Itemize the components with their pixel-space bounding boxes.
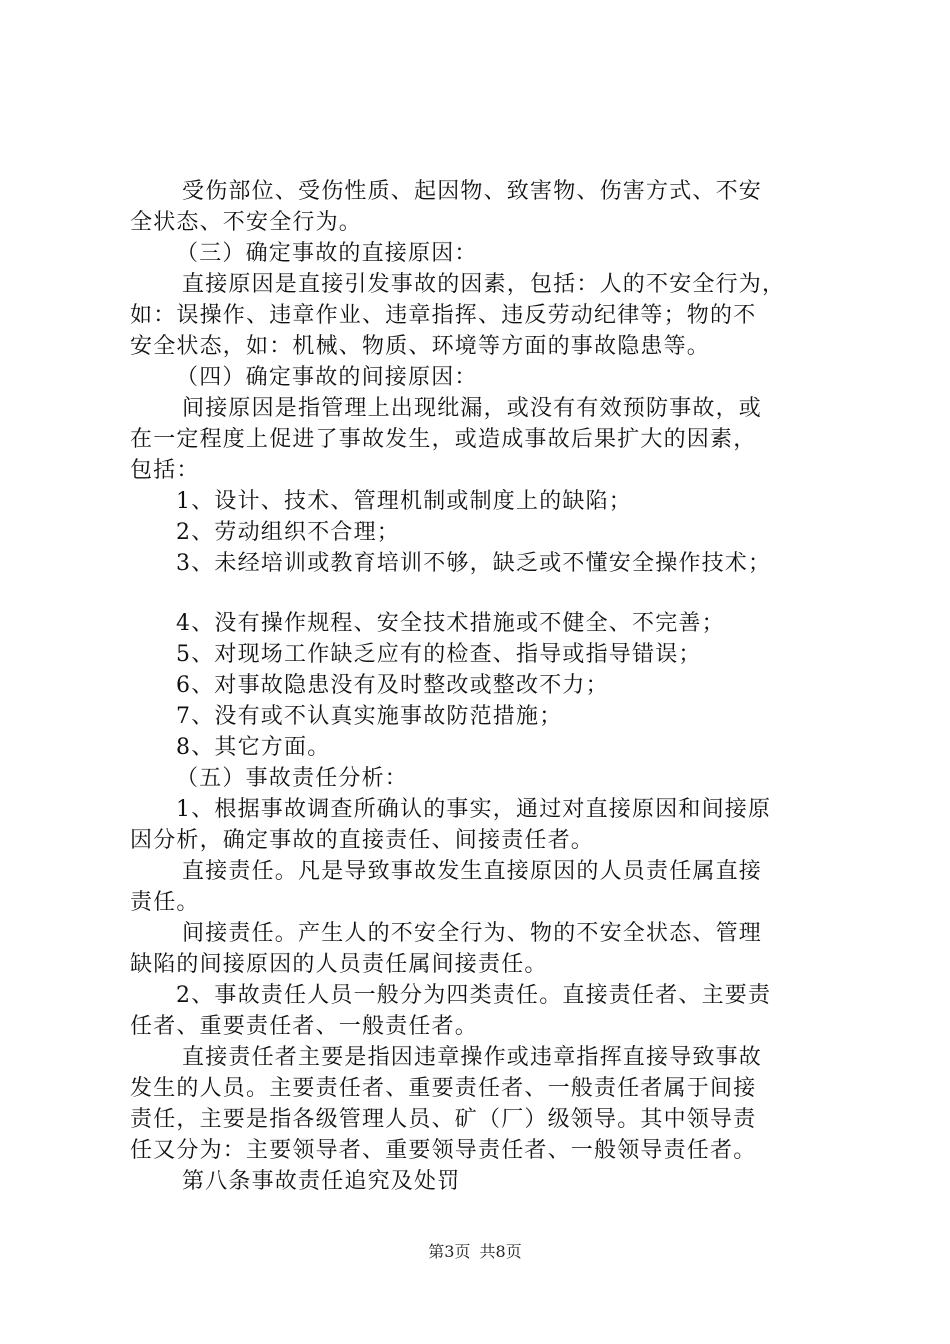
blank-gap	[130, 579, 840, 608]
page-footer	[0, 1242, 950, 1262]
paragraph-line: 发生的人员。主要责任者、重要责任者、一般责任者属于间接	[130, 1076, 757, 1101]
paragraph-line: 受伤部位、受伤性质、起因物、致害物、伤害方式、不安	[182, 179, 763, 204]
list-item: 7、没有或不认真实施事故防范措施；	[176, 704, 563, 729]
paragraph-line: 2、事故责任人员一般分为四类责任。直接责任者、主要责	[176, 983, 772, 1008]
paragraph-line: 如：误操作、违章作业、违章指挥、违反劳动纪律等；物的不	[130, 303, 757, 328]
paragraph-line: 因分析，确定事故的直接责任、间接责任者。	[130, 828, 595, 853]
paragraph-line: 任者、重要责任者、一般责任者。	[130, 1014, 479, 1039]
list-item: 1、设计、技术、管理机制或制度上的缺陷；	[176, 489, 632, 514]
list-item: 3、未经培训或教育培训不够，缺乏或不懂安全操作技术；	[176, 551, 772, 576]
article-heading: 第八条事故责任追究及处罚	[182, 1169, 461, 1194]
list-item: 2、劳动组织不合理；	[176, 520, 400, 545]
paragraph-line: 在一定程度上促进了事故发生，或造成事故后果扩大的因素，	[130, 427, 757, 452]
section-heading: （三）确定事故的直接原因：	[176, 241, 478, 266]
document-body	[130, 176, 840, 1197]
paragraph-line: 责任。	[130, 890, 200, 915]
list-item: 4、没有操作规程、安全技术措施或不健全、不完善；	[176, 611, 725, 636]
paragraph-line: 包括：	[130, 458, 200, 483]
page-total: 共8页	[479, 1242, 522, 1261]
paragraph-line: 直接责任。凡是导致事故发生直接原因的人员责任属直接	[182, 859, 763, 884]
paragraph-line: 全状态、不安全行为。	[130, 210, 363, 235]
paragraph-line: 间接原因是指管理上出现纰漏，或没有有效预防事故，或	[182, 396, 763, 421]
list-item: 8、其它方面。	[176, 735, 331, 760]
list-item: 6、对事故隐患没有及时整改或整改不力；	[176, 673, 609, 698]
paragraph-line: 直接责任者主要是指因违章操作或违章指挥直接导致事故	[182, 1045, 763, 1070]
paragraph-line: 缺陷的间接原因的人员责任属间接责任。	[130, 952, 548, 977]
page-number: 第3页	[428, 1242, 471, 1261]
paragraph-line: 任又分为：主要领导者、重要领导责任者、一般领导责任者。	[130, 1138, 757, 1163]
section-heading: （四）确定事故的间接原因：	[176, 365, 478, 390]
paragraph-line: 责任，主要是指各级管理人员、矿（厂）级领导。其中领导责	[130, 1107, 757, 1132]
paragraph-line: 直接原因是直接引发事故的因素，包括：人的不安全行为，	[182, 272, 786, 297]
paragraph-line: 安全状态，如：机械、物质、环境等方面的事故隐患等。	[130, 334, 711, 359]
paragraph-line: 间接责任。产生人的不安全行为、物的不安全状态、管理	[182, 921, 763, 946]
section-heading: （五）事故责任分析：	[176, 766, 409, 791]
list-item: 5、对现场工作缺乏应有的检查、指导或指导错误；	[176, 642, 702, 667]
paragraph-line: 1、根据事故调查所确认的事实，通过对直接原因和间接原	[176, 797, 772, 822]
